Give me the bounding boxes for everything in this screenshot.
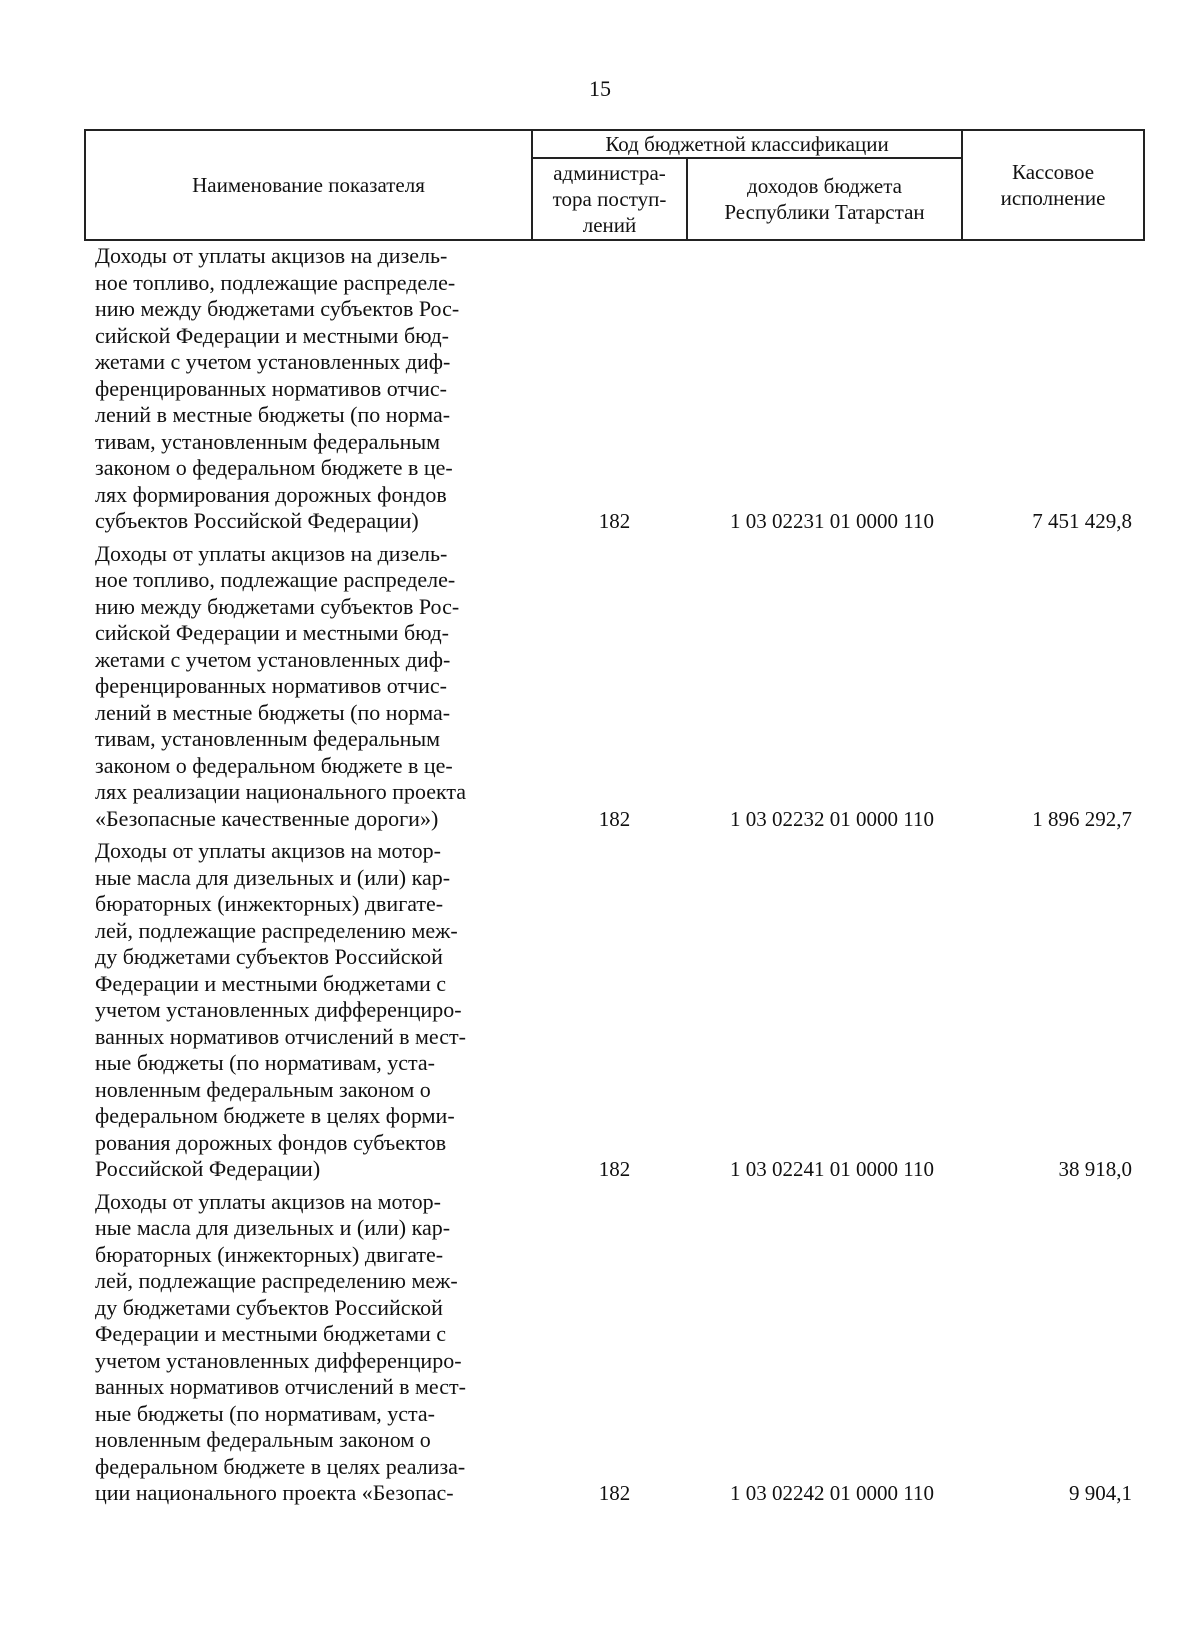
header-cash-line: исполнение — [1000, 186, 1106, 210]
header-admin-cell — [532, 158, 687, 240]
indicator-name-line: Федерации и местными бюджетами с — [95, 1321, 447, 1346]
header-admin-line: администра- — [553, 161, 666, 185]
admin-code: 182 — [598, 806, 631, 831]
indicator-name-line: учетом установленных дифференциро- — [95, 997, 462, 1022]
income-code: 1 03 02231 01 0000 110 — [730, 509, 934, 533]
table-row — [0, 541, 1200, 833]
indicator-name — [95, 243, 525, 535]
admin-code: 182 — [598, 509, 631, 533]
indicator-name-line: тивам, установленным федеральным — [95, 726, 441, 751]
indicator-name-line: нию между бюджетами субъектов Рос- — [95, 296, 460, 321]
indicator-name-line: Доходы от уплаты акцизов на мотор- — [95, 838, 441, 863]
table-row — [0, 1189, 1200, 1507]
cash-amount: 38 918,0 — [1058, 1157, 1132, 1181]
admin-code: 182 — [598, 1157, 631, 1181]
header-admin-line: лений — [582, 213, 637, 237]
header-admin-line: тора поступ- — [552, 187, 667, 211]
header-income-line: Республики Татарстан — [724, 200, 925, 224]
income-code: 1 03 02241 01 0000 110 — [730, 1157, 934, 1181]
indicator-name-line: лях формирования дорожных фондов — [95, 481, 447, 507]
indicator-name-line: лений в местные бюджеты (по норма- — [95, 699, 451, 725]
indicator-name-line: ции национального проекта «Безопас- — [95, 1480, 454, 1505]
indicator-name-line: учетом установленных дифференциро- — [95, 1347, 462, 1373]
header-income-line: доходов бюджета — [747, 174, 902, 198]
indicator-name-line: жетами с учетом установленных диф- — [95, 646, 451, 672]
indicator-name-line: Доходы от уплаты акцизов на дизель- — [95, 540, 448, 566]
indicator-name-line: лях реализации национального проекта — [95, 779, 467, 804]
indicator-name-line: ференцированных нормативов отчис- — [95, 375, 447, 401]
cash-amount: 9 904,1 — [1069, 1481, 1132, 1505]
indicator-name-line: лей, подлежащие распределению меж- — [95, 917, 458, 943]
indicator-name-line: ные бюджеты (по нормативам, уста- — [95, 1400, 436, 1426]
header-name-label: Наименование показателя — [192, 173, 425, 197]
admin-code: 182 — [598, 1481, 631, 1505]
table-row — [0, 243, 1200, 535]
indicator-name-line: субъектов Российской Федерации) — [95, 508, 419, 533]
indicator-name-line: федеральном бюджете в целях форми- — [95, 1103, 455, 1128]
indicator-name-line: федеральном бюджете в целях реализа- — [95, 1453, 466, 1479]
indicator-name-line: ду бюджетами субъектов Российской — [95, 944, 443, 969]
table-row — [0, 838, 1200, 1183]
indicator-name-line: лей, подлежащие распределению меж- — [95, 1268, 458, 1293]
indicator-name-line: Доходы от уплаты акцизов на мотор- — [95, 1188, 441, 1214]
indicator-name-line: лений в местные бюджеты (по норма- — [95, 402, 451, 427]
indicator-name-line: новленным федеральным законом о — [95, 1076, 431, 1102]
header-code-group-cell — [532, 130, 962, 158]
indicator-name-line: «Безопасные качественные дороги») — [95, 805, 439, 831]
header-cash-line: Кассовое — [1011, 160, 1095, 184]
table-header — [84, 129, 1145, 241]
indicator-name — [95, 838, 525, 1183]
indicator-name-line: законом о федеральном бюджете в це- — [95, 455, 453, 480]
indicator-name-line: бюраторных (инжекторных) двигате- — [95, 891, 444, 916]
income-code: 1 03 02232 01 0000 110 — [730, 806, 934, 831]
header-code-group-label: Код бюджетной классификации — [605, 132, 889, 156]
indicator-name-line: ванных нормативов отчислений в мест- — [95, 1023, 466, 1049]
indicator-name-line: ные бюджеты (по нормативам, уста- — [95, 1050, 436, 1075]
indicator-name — [95, 541, 525, 833]
indicator-name-line: Федерации и местными бюджетами с — [95, 970, 447, 996]
indicator-name-line: ванных нормативов отчислений в мест- — [95, 1374, 466, 1399]
indicator-name-line: Доходы от уплаты акцизов на дизель- — [95, 243, 448, 268]
indicator-name-line: новленным федеральным законом о — [95, 1427, 431, 1452]
indicator-name-line: законом о федеральном бюджете в це- — [95, 752, 453, 778]
indicator-name-line: ференцированных нормативов отчис- — [95, 673, 447, 698]
indicator-name-line: жетами с учетом установленных диф- — [95, 349, 451, 374]
indicator-name-line: сийской Федерации и местными бюд- — [95, 322, 449, 348]
page-number: 15 — [589, 76, 611, 101]
table-body — [0, 243, 1200, 1507]
indicator-name-line: ное топливо, подлежащие распределе- — [95, 269, 456, 295]
indicator-name-line: ные масла для дизельных и (или) кар- — [95, 1215, 451, 1240]
indicator-name-line: бюраторных (инжекторных) двигате- — [95, 1241, 444, 1267]
income-code: 1 03 02242 01 0000 110 — [730, 1481, 934, 1505]
indicator-name-line: ное топливо, подлежащие распределе- — [95, 567, 456, 592]
cash-amount: 1 896 292,7 — [1032, 806, 1132, 831]
indicator-name-line: ные масла для дизельных и (или) кар- — [95, 864, 451, 890]
header-income-cell — [687, 158, 962, 240]
indicator-name-line: нию между бюджетами субъектов Рос- — [95, 593, 460, 619]
indicator-name-line: ду бюджетами субъектов Российской — [95, 1294, 443, 1320]
header-cash-cell — [962, 130, 1144, 240]
indicator-name-line: рования дорожных фондов субъектов — [95, 1129, 447, 1155]
indicator-name-line: Российской Федерации) — [95, 1156, 321, 1181]
cash-amount: 7 451 429,8 — [1032, 509, 1132, 533]
header-name-cell — [85, 130, 532, 240]
indicator-name — [95, 1189, 525, 1507]
indicator-name-line: тивам, установленным федеральным — [95, 428, 441, 454]
indicator-name-line: сийской Федерации и местными бюд- — [95, 620, 449, 645]
